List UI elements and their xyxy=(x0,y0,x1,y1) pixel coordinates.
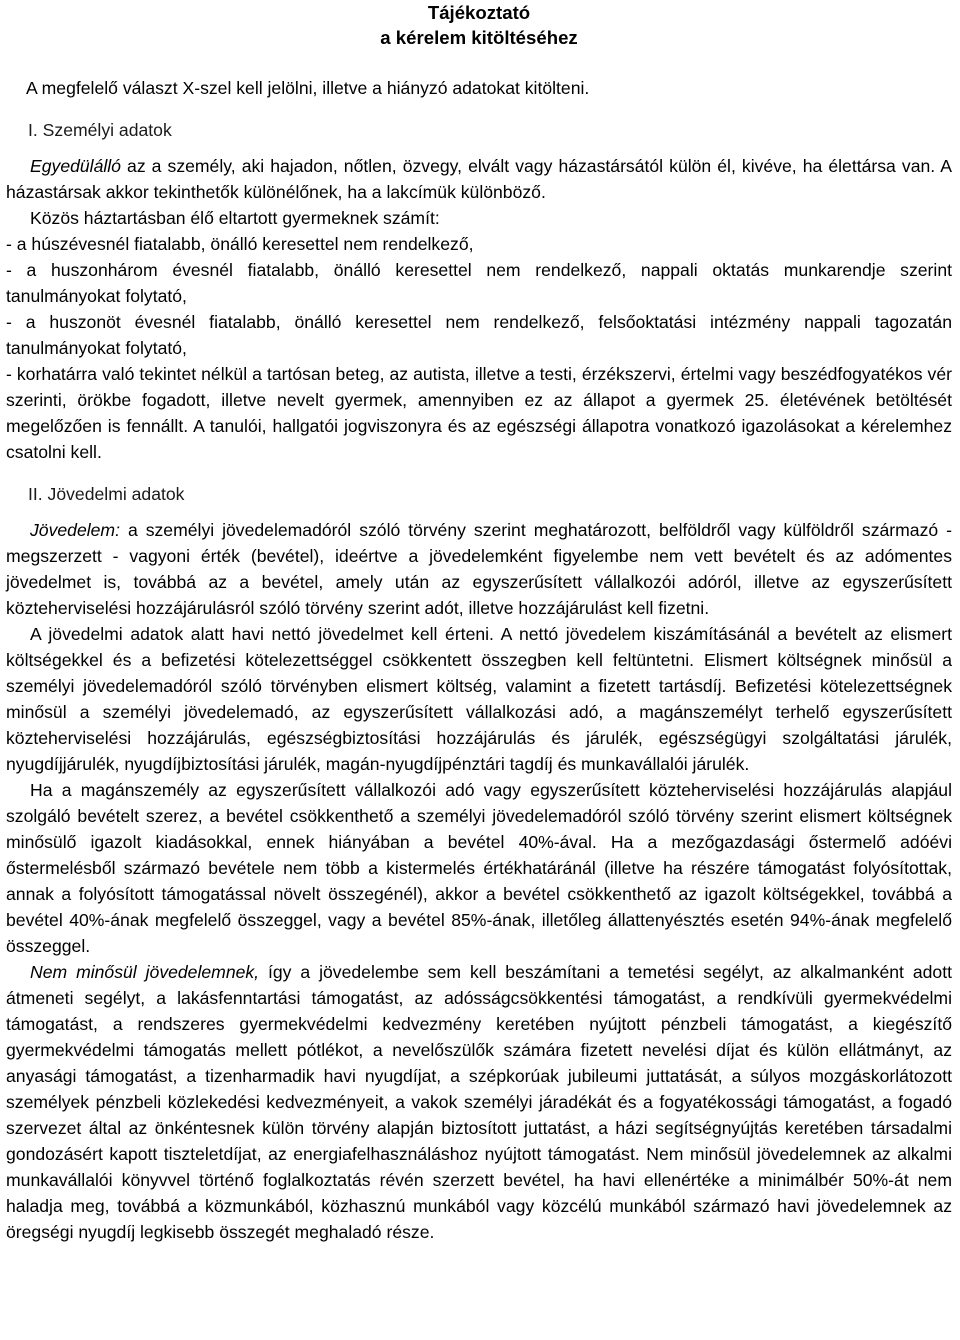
paragraph-dependent-child-intro: Közös háztartásban élő eltartott gyermeknek számít: xyxy=(30,208,440,228)
term-income: Jövedelem: xyxy=(30,520,120,540)
paragraph-simplified-tax: Ha a magánszemély az egyszerűsített vállalkozói adó vagy egyszerűsített közteherviselési hozzájárulás alapjául szolgáló bevételt szerez, a bevétel csökkenthető a személyi jövedelemadóról szóló törvény szerint elismert költségnek minősülő igazolt kiadásokkal, ennek hiányában a bevétel 40%-ával. Ha a mezőgazdasági őstermelő adóévi őstermelésből származó bevétele nem több a kistermelés értékhatáránál (illetve ha részére támogatást folyósítottak, annak a folyósított támogatással növelt összegénél), akkor a bevétel csökkenthető az igazolt költségekkel, továbbá a bevétel 40%-ának megfelelő összeggel, vagy a bevétel 85%-ának, illetőleg állattenyésztés esetén 94%-ának megfelelő összeggel. xyxy=(6,780,952,956)
intro-text: A megfelelő választ X-szel kell jelölni, illetve a hiányzó adatokat kitölteni. xyxy=(26,78,590,98)
list-item-dependent-3: - a huszonöt évesnél fiatalabb, önálló keresettel nem rendelkező, felsőoktatási intézmény nappali tagozatán tanulmányokat folytató, xyxy=(6,312,952,358)
section-heading-personal-data: I. Személyi adatok xyxy=(28,120,172,140)
section-heading-income-data: II. Jövedelmi adatok xyxy=(28,484,185,504)
term-single-person: Egyedülálló xyxy=(30,156,121,176)
list-item-dependent-4: - korhatárra való tekintet nélkül a tartósan beteg, az autista, illetve a testi, érzékszervi, értelmi vagy beszédfogyatékos vér szerinti, örökbe fogadott, illetve nevelt gyermek, amennyiben ez az állapot a gyermek 25. életévének betöltését megelőzően is fennállt. A tanulói, hallgatói jogviszonyra és az egészségi állapotra vonatkozó igazolásokat a kérelemhez csatolni kell. xyxy=(6,364,952,462)
document-subtitle: a kérelem kitöltéséhez xyxy=(380,27,578,48)
document-title-block xyxy=(6,0,952,50)
definition-income: a személyi jövedelemadóról szóló törvény szerint meghatározott, belföldről vagy külföldről származó - megszerzett - vagyoni érték (bevétel), ideértve a jövedelemként figyelembe nem vett bevételt és az adómentes jövedelmet is, továbbá az a bevétel, amely után az egyszerűsített vállalkozói adóról, illetve az egyszerűsített közteherviselési hozzájárulásról szóló törvény szerint adót, illetve hozzájárulást kell fizetni. xyxy=(6,520,952,618)
definition-not-income: így a jövedelembe sem kell beszámítani a temetési segélyt, az alkalmanként adott átmeneti segélyt, a lakásfenntartási támogatást, az adósságcsökkentési támogatást, a rendkívüli gyermekvédelmi támogatást, a rendszeres gyermekvédelmi kedvezmény keretében nyújtott pénzbeli támogatást, a kiegészítő gyermekvédelmi támogatás mellett pótlékot, a nevelőszülők számára fizetett nevelési díjat és külön ellátmányt, az anyasági támogatást, a tizenharmadik havi nyugdíjat, a szépkorúak jubileumi juttatását, a súlyos mozgáskorlátozott személyek pénzbeli közlekedési kedvezményeit, a vakok személyi járadékát és a fogyatékossági támogatást, a fogadó szervezet által az önkéntesnek külön törvény alapján biztosított juttatást, a házi segítségnyújtás keretében társadalmi gondozásért kapott tiszteletdíjat, az energiafelhasználáshoz nyújtott támogatást. Nem minősül jövedelemnek az alkalmi munkavállalói könyvvel történő foglalkoztatás révén szerzett bevétel, ha havi ellenértéke a minimálbér 50%-át nem haladja meg, továbbá a közmunkából, közhasznú munkából vagy közcélú munkából származó havi jövedelemnek az öregségi nyugdíj legkisebb összegét meghaladó része. xyxy=(6,962,952,1242)
list-item-dependent-1: - a húszévesnél fiatalabb, önálló keresettel nem rendelkező, xyxy=(6,234,474,254)
document-title: Tájékoztató xyxy=(427,2,531,23)
definition-single-person: az a személy, aki hajadon, nőtlen, özvegy, elvált vagy házastársától külön él, kivéve, ha élettársa van. A házastársak akkor tekinthetők különélőnek, ha a lakcímük különböző. xyxy=(6,156,952,202)
term-not-income: Nem minősül jövedelemnek, xyxy=(30,962,260,982)
paragraph-not-income xyxy=(6,959,952,1245)
list-item-dependent-2: - a huszonhárom évesnél fiatalabb, önálló keresettel nem rendelkező, nappali oktatás munkarendje szerint tanulmányokat folytató, xyxy=(6,260,952,306)
paragraph-net-income: A jövedelmi adatok alatt havi nettó jövedelmet kell érteni. A nettó jövedelem kiszámításánál a bevételt az elismert költségekkel és a befizetési kötelezettséggel csökkentett összegben kell feltüntetni. Elismert költségnek minősül a személyi jövedelemadóról szóló törvényben elismert költség, valamint a fizetett tartásdíj. Befizetési kötelezettségnek minősül a személyi jövedelemadó, az egyszerűsített vállalkozási adó, a magánszemélyt terhelő egyszerűsített közteherviselési hozzájárulás, egészségbiztosítási hozzájárulás és járulék, egészségügyi szolgáltatási járulék, nyugdíjjárulék, nyugdíjbiztosítási járulék, magán-nyugdíjpénztári tagdíj és munkavállalói járulék. xyxy=(6,624,952,774)
paragraph-single-person xyxy=(6,153,952,205)
paragraph-income-definition xyxy=(6,517,952,621)
